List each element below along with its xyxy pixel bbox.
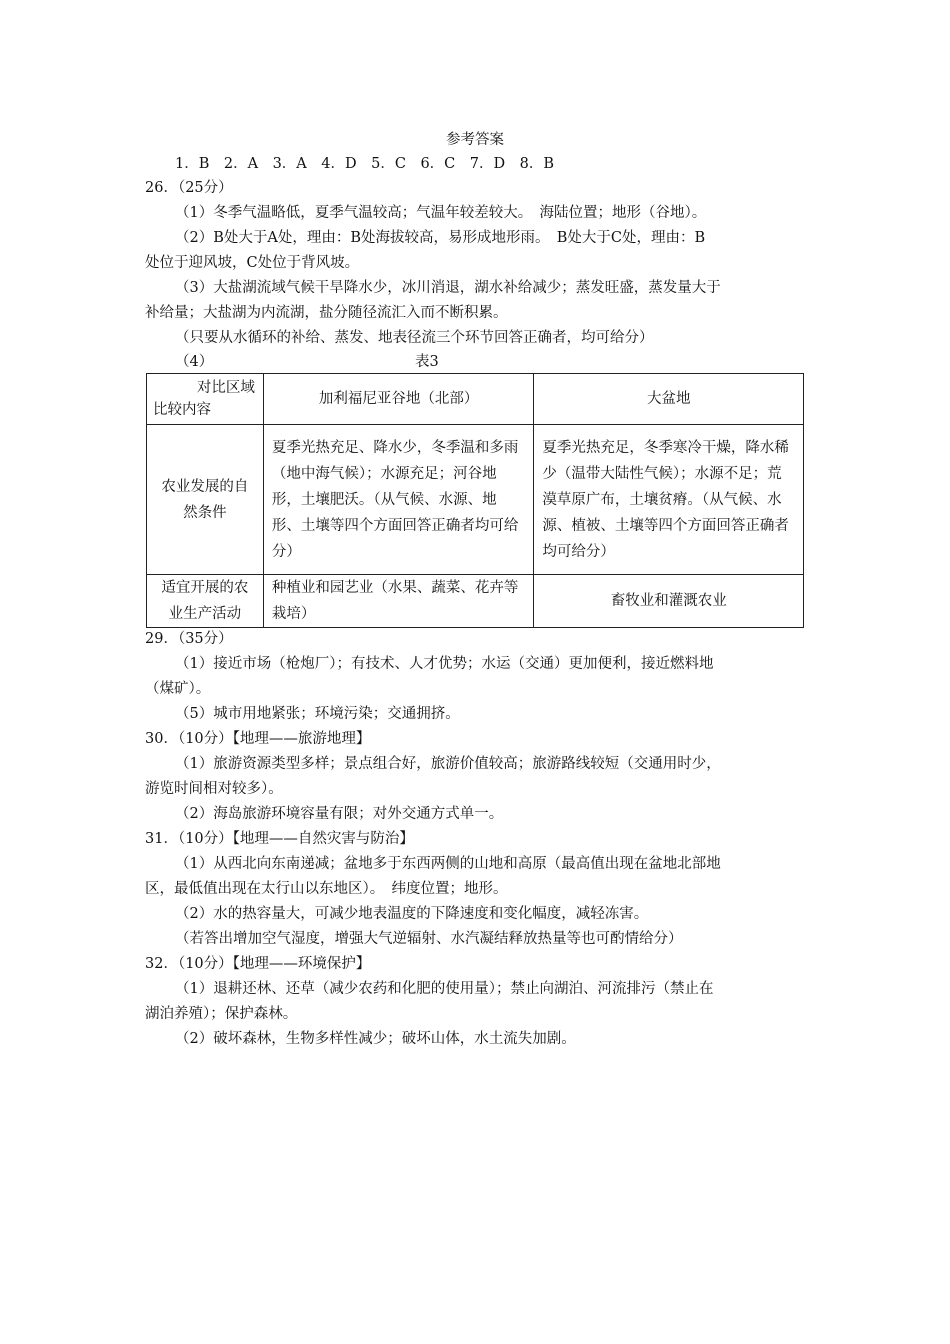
row-label-agricultural-activity: 适宜开展的农业生产活动 bbox=[147, 575, 264, 628]
table-row bbox=[147, 425, 804, 575]
comparison-table bbox=[146, 373, 804, 628]
q30-header: 30．（10分）【地理——旅游地理】 bbox=[145, 731, 371, 747]
q26-part2-line2: 处位于迎风坡，C处位于背风坡。 bbox=[145, 255, 360, 271]
q30-part1-line2: 游览时间相对较多）。 bbox=[145, 781, 283, 797]
q31-header: 31．（10分）【地理——自然灾害与防治】 bbox=[145, 831, 414, 847]
q31-part1-line1: （1）从西北向东南递减；盆地多于东西两侧的山地和高原（最高值出现在盆地北部地 bbox=[175, 856, 721, 872]
q29-part1-line2: （煤矿）。 bbox=[145, 681, 211, 697]
table-caption: 表3 bbox=[415, 354, 439, 370]
cell-great-basin-activity: 畜牧业和灌溉农业 bbox=[534, 575, 804, 628]
q26-header: 26．（25分） bbox=[145, 180, 233, 196]
q32-part2: （2）破坏森林，生物多样性减少；破坏山体，水土流失加剧。 bbox=[175, 1031, 576, 1047]
page-title: 参考答案 bbox=[446, 132, 504, 148]
column-header-california: 加利福尼亚谷地（北部） bbox=[263, 374, 534, 425]
q29-part1-line1: （1）接近市场（枪炮厂）；有技术、人才优势；水运（交通）更加便利，接近燃料地 bbox=[175, 656, 714, 672]
corner-bottom-label: 比较内容 bbox=[153, 402, 211, 418]
q29-header: 29．（35分） bbox=[145, 631, 233, 647]
q30-part1-line1: （1）旅游资源类型多样；景点组合好，旅游价值较高；旅游路线较短（交通用时少， bbox=[175, 756, 721, 772]
q29-part5: （5）城市用地紧张；环境污染；交通拥挤。 bbox=[175, 706, 460, 722]
cell-california-conditions: 夏季光热充足、降水少，冬季温和多雨（地中海气候）；水源充足；河谷地形，土壤肥沃。（从气候、水源、地形、土壤等四个方面回答正确者均可给分） bbox=[263, 425, 534, 575]
q32-header: 32．（10分）【地理——环境保护】 bbox=[145, 956, 371, 972]
q31-part2-note: （若答出增加空气湿度，增强大气逆辐射、水汽凝结释放热量等也可酌情给分） bbox=[175, 931, 683, 947]
q26-part3-note: （只要从水循环的补给、蒸发、地表径流三个环节回答正确者，均可给分） bbox=[175, 330, 654, 346]
q30-part2: （2）海岛旅游环境容量有限；对外交通方式单一。 bbox=[175, 806, 504, 822]
q32-part1-line1: （1）退耕还林、还草（减少农药和化肥的使用量）；禁止向湖泊、河流排污（禁止在 bbox=[175, 981, 714, 997]
column-header-great-basin: 大盆地 bbox=[534, 374, 804, 425]
cell-great-basin-conditions: 夏季光热充足，冬季寒冷干燥，降水稀少（温带大陆性气候）；水源不足；荒漠草原广布，土壤贫瘠。（从气候、水源、植被、土壤等四个方面回答正确者均可给分） bbox=[534, 425, 804, 575]
q31-part2: （2）水的热容量大，可减少地表温度的下降速度和变化幅度，减轻冻害。 bbox=[175, 906, 649, 922]
table-header-row bbox=[147, 374, 804, 425]
table-corner-cell bbox=[147, 374, 264, 425]
corner-top-label: 对比区域 bbox=[196, 380, 255, 396]
multiple-choice-answers: 1．B 2．A 3．A 4．D 5．C 6．C 7．D 8．B bbox=[175, 156, 554, 172]
q32-part1-line2: 湖泊养殖）；保护森林。 bbox=[145, 1006, 298, 1022]
table-row bbox=[147, 575, 804, 628]
row-label-natural-conditions: 农业发展的自然条件 bbox=[147, 425, 264, 575]
cell-california-activity: 种植业和园艺业（水果、蔬菜、花卉等栽培） bbox=[263, 575, 534, 628]
q26-part2-line1: （2）B处大于A处，理由：B处海拔较高，易形成地形雨。 B处大于C处，理由：B bbox=[175, 230, 706, 246]
q26-part3-line2: 补给量；大盐湖为内流湖，盐分随径流汇入而不断积累。 bbox=[145, 305, 508, 321]
q26-part4-label: （4） bbox=[175, 354, 214, 370]
q26-part3-line1: （3）大盐湖流域气候干旱降水少，冰川消退，湖水补给减少；蒸发旺盛，蒸发量大于 bbox=[175, 280, 721, 296]
q26-part1: （1）冬季气温略低，夏季气温较高；气温年较差较大。 海陆位置；地形（谷地）。 bbox=[175, 205, 707, 221]
q31-part1-line2: 区，最低值出现在太行山以东地区）。 纬度位置；地形。 bbox=[145, 881, 508, 897]
